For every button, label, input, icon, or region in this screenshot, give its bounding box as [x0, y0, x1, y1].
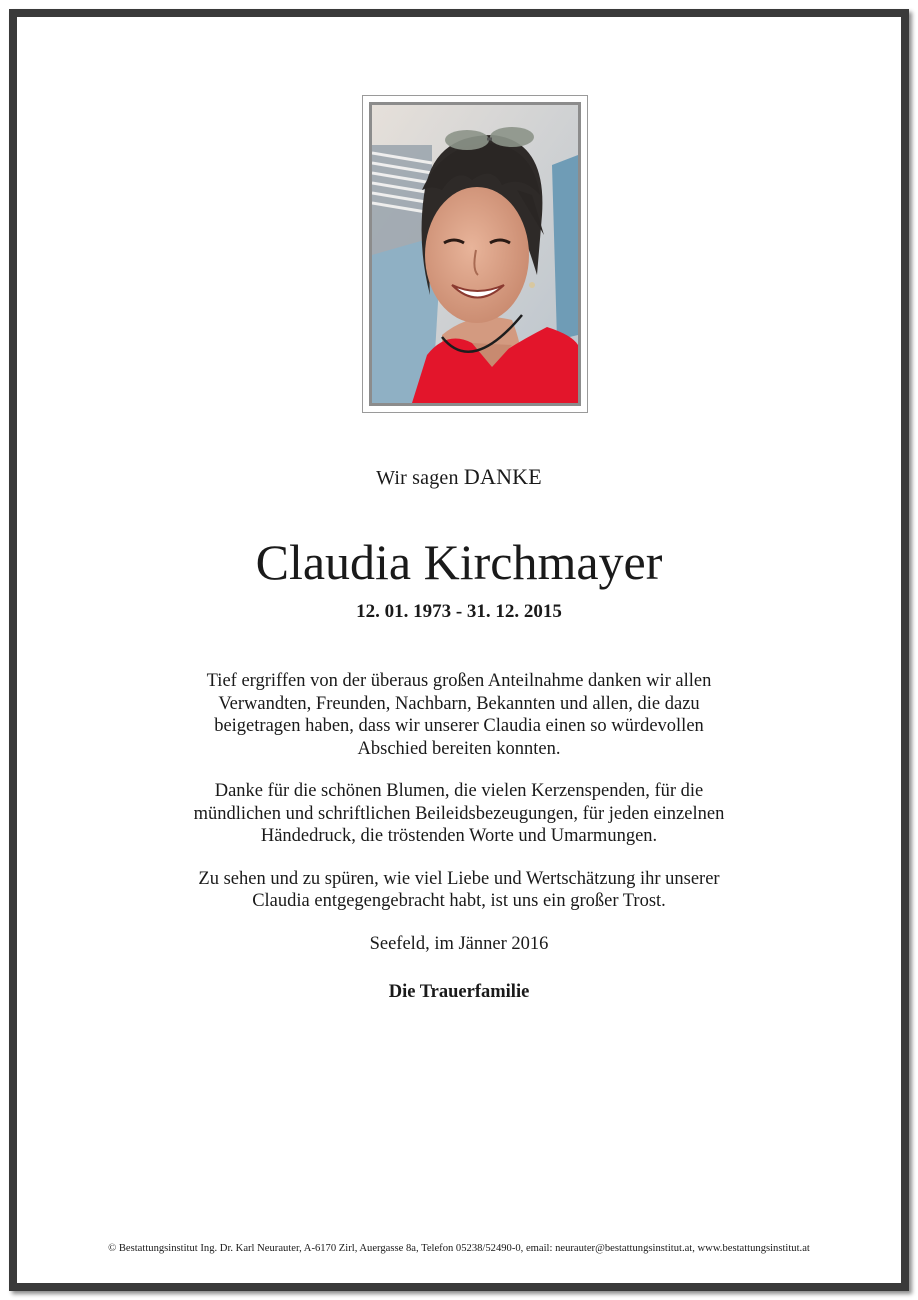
place-and-date: Seefeld, im Jänner 2016 — [369, 934, 549, 954]
thank-you-prefix: Wir sagen — [376, 467, 459, 489]
text-line: Abschied bereiten konnten. — [357, 738, 561, 759]
text-line: Zu sehen und zu spüren, wie viel Liebe und Wertschätzung ihr unserer — [198, 868, 720, 889]
portrait-photo — [369, 102, 581, 406]
paragraph-2 — [147, 780, 771, 848]
text-line: Danke für die schönen Blumen, die vielen Kerzenspenden, für die — [214, 781, 704, 801]
life-dates: 12. 01. 1973 - 31. 12. 2015 — [356, 601, 562, 622]
page-frame — [9, 9, 909, 1291]
text-line: Händedruck, die tröstenden Worte und Umarmungen. — [260, 826, 658, 846]
text-line: mündlichen und schriftlichen Beileidsbezeugungen, für jeden einzelnen — [193, 803, 725, 824]
text-line: beigetragen haben, dass wir unserer Claudia einen so würdevollen — [214, 716, 704, 736]
signature: Die Trauerfamilie — [388, 982, 530, 1002]
footer-imprint: © Bestattungsinstitut Ing. Dr. Karl Neurauter, A-6170 Zirl, Auergasse 8a, Telefon 05238/52490-0, email: neurauter@bestattungsinstitut.at, www.bestattungsinstitut.at — [108, 1243, 810, 1254]
portrait-frame — [362, 95, 588, 413]
portrait-photo-icon — [372, 105, 578, 403]
thank-you-text — [147, 670, 771, 933]
paragraph-1 — [147, 670, 771, 760]
text-line: Claudia entgegengebracht habt, ist uns ein großer Trost. — [252, 891, 666, 911]
text-line: Tief ergriffen von der überaus großen Anteilnahme danken wir allen — [206, 671, 712, 691]
paragraph-3 — [147, 868, 771, 913]
thank-you-emphasis: DANKE — [463, 464, 542, 489]
deceased-name: Claudia Kirchmayer — [255, 534, 663, 590]
thank-you-heading — [17, 464, 901, 490]
text-line: Verwandten, Freunden, Nachbarn, Bekannten und allen, die dazu — [218, 693, 700, 714]
